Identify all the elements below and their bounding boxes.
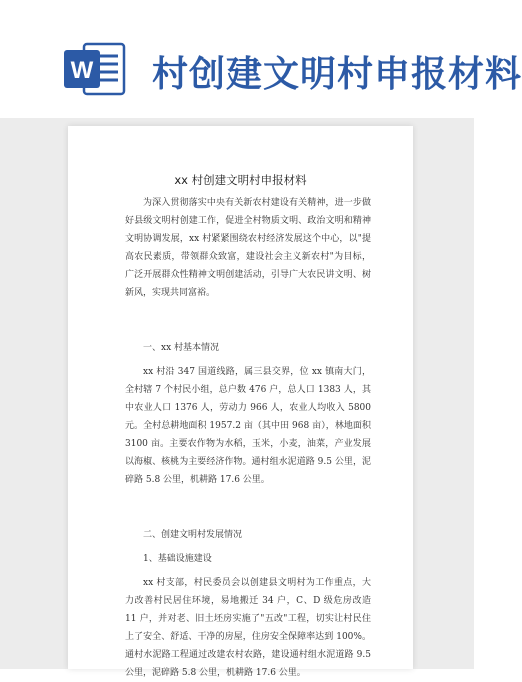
document-page [68,126,413,678]
word-document-icon [62,38,126,100]
svg-text:W: W [70,57,94,84]
section-heading-development: 二、创建文明村发展情况 [143,530,243,540]
basic-info-paragraph: xx 村沿 347 国道线路，属三县交界，位 xx 镇南大门，全村辖 7 个村民小组，总户数 476 户，总人口 1383 人，其中农业人口 1376 人，劳动力 966 人，农业人均收入 5800 元。全村总耕地面积 1957.2 亩（其中田 968 亩），林地面积 3100 亩。主要农作物为水稻，玉米，小麦，油菜，产业发展以海椒、核桃为主要经济作物。通村组水泥道路 9.5 公里，泥碎路 5.8 公里，机耕路 17.6 公里。 [125,367,371,485]
banner-title: 村创建文明村申报材料 [152,54,522,95]
header-banner [0,0,522,118]
subsection-heading-infrastructure: 1、基础设施建设 [143,554,212,564]
section-heading-basic-info: 一、xx 村基本情况 [143,343,220,353]
document-title: xx 村创建文明村申报材料 [174,173,307,187]
intro-paragraph: 为深入贯彻落实中央有关新农村建设有关精神，进一步做好县级文明村创建工作，促进全村物质文明、政治文明和精神文明协调发展，xx 村紧紧围绕农村经济发展这个中心，以"提高农民素质，带领群众致富，建设社会主义新农村"为目标，广泛开展群众性精神文明创建活动，引导广大农民讲文明、树新风，实现共同富裕。 [125,198,371,298]
infrastructure-paragraph: xx 村支部，村民委员会以创建县文明村为工作重点，大力改善村民居住环境，易地搬迁 34 户，C、D 级危房改造 11 户，并对老、旧土坯房实施了"五改"工程，切实让村民住上了安全、舒适、干净的房屋，住房安全保障率达到 100%。通村水泥路工程通过改建农村农路，建设通村组水泥道路 9.5 公里，泥碎路 5.8 公里，机耕路 17.6 公里。 [125,578,371,678]
